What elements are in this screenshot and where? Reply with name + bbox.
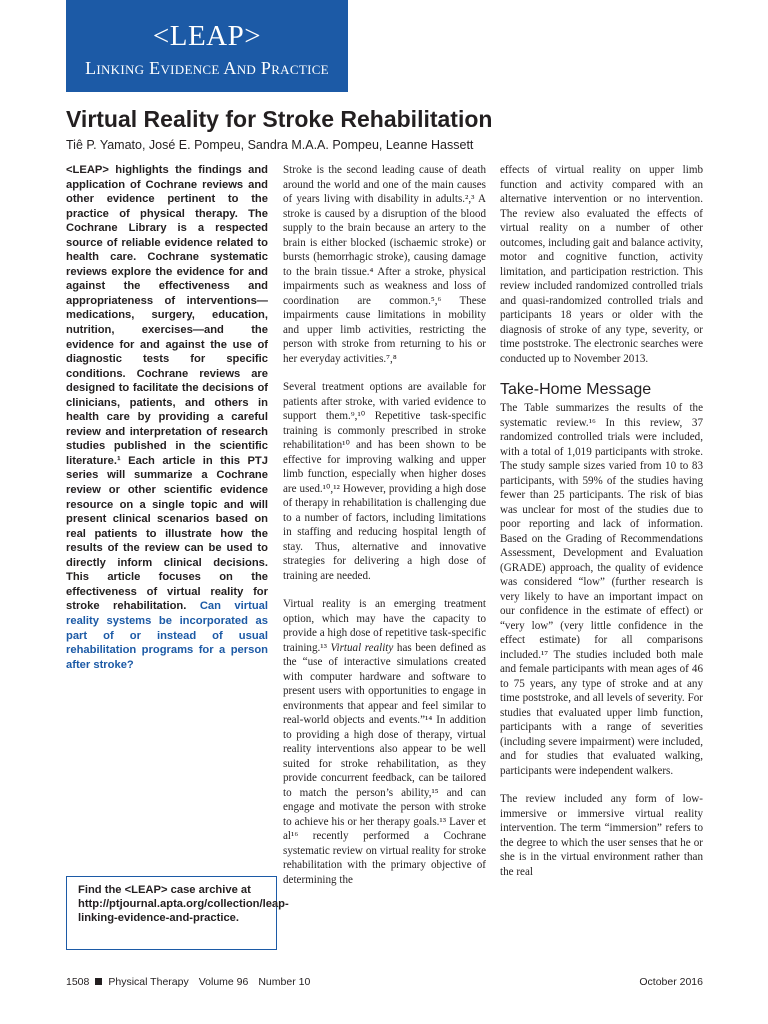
- body-paragraph-6: The review included any form of low-immersive or immersive virtual reality intervention. The term “immersion” refers to the degree to which the user senses that he or she is in the virtual environment rather than the real: [500, 793, 703, 878]
- journal-number: Number 10: [258, 976, 311, 988]
- intro-text: <LEAP> highlights the findings and application of Cochrane reviews and other evidence pertinent to the practice of physical therapy. The Cochrane Library is a respected source of reliable evidence related to health care. Cochrane systematic reviews explore the evidence for and against the effectiveness and appropriateness of interventions—medications, surgery, education, nutrition, exercises—and the evidence for and against the use of diagnostic tests for specific conditions. Cochrane reviews are designed to facilitate the decisions of clinicians, patients, and others in health care by providing a careful review and interpretation of research studies published in the scientific literature.¹ Each article in this PTJ series will summarize a Cochrane review or other scientific evidence resource on a single topic and will present clinical scenarios based on real patients to illustrate how the results of the review can be used to directly inform clinical decisions. This article focuses on the effectiveness of virtual reality for stroke rehabilitation.: [66, 164, 268, 613]
- footer-left: [66, 975, 310, 989]
- intro-column: [66, 163, 268, 672]
- body-paragraph-5: The Table summarizes the results of the systematic review.¹⁶ In this review, 37 randomized controlled trials were included, with a total of 1,019 participants with stroke. The study sample sizes varied from 10 to 83 participants, with 59% of the studies having fewer than 25 participants. The risk of bias was unclear for most of the studies due to poor reporting and lack of information. Based on the Grading of Recommendations Assessment, Development and Evaluation (GRADE) approach, the quality of evidence was considered “low” (further research is very likely to have an important impact on our confidence in the estimate of effect) or “very low” (very little confidence in the effect estimate) for all comparisons included.¹⁷ The studies included both male and female participants with mean ages of 46 to 75 years, any type of stroke and at any time poststroke, and all levels of severity. For studies that evaluated upper limb function, participants with a range of severities (including severe impairment) were included, and for studies that evaluated walking, participants were independent walkers.: [500, 402, 703, 777]
- take-home-heading: Take-Home Message: [500, 381, 652, 398]
- article-title: Virtual Reality for Stroke Rehabilitation: [66, 106, 493, 132]
- issue-date: October 2016: [639, 976, 703, 988]
- body-column-middle: [283, 163, 486, 901]
- article-authors: Tiê P. Yamato, José E. Pompeu, Sandra M.A.A. Pompeu, Leanne Hassett: [66, 138, 474, 152]
- body-paragraph-1: Stroke is the second leading cause of death around the world and one of the main causes of years living with disability in adults.²,³ A stroke is caused by a disruption of the blood supply to the brain because an artery to the brain is either blocked (ischaemic stroke) or bursts (hemorrhagic stroke), causing damage to the brain tissue.⁴ After a stroke, physical impairments such as weakness and loss of coordination are common.⁵,⁶ These impairments cause limitations in mobility and upper limb activities, restricting the person with stroke from returning to his or her everyday activities.⁷,⁸: [283, 164, 486, 365]
- leap-tagline: Linking Evidence And Practice: [85, 58, 329, 78]
- case-archive-box[interactable]: [66, 876, 289, 950]
- body-paragraph-4: effects of virtual reality on upper limb function and activity compared with an alternative intervention or no intervention. The review also evaluated the effects of virtual reality on a number of other outcomes, including gait and balance activity, motor and cognitive function, activity limitation, and participation restriction. This review included randomized controlled trials and quasi-randomized controlled trials and participants 18 years or older with the diagnosis of stroke of any type, severity, or time poststroke. The electronic searches were conducted up to November 2013.: [500, 164, 703, 365]
- clinical-question: Can virtual reality systems be incorporated as part of or instead of usual rehabilitation programs for a person after stroke?: [66, 600, 268, 671]
- separator-square-icon: [95, 978, 102, 985]
- intro-paragraph: [66, 163, 268, 672]
- body-paragraph-3-end: has been defined as the “use of interactive simulations created with computer hardware and software to present users with opportunities to engage in environments that appear and feel similar to real-world objects and events.”¹⁴ In addition to providing a high dose of therapy, virtual reality interventions also appear to be well suited for stroke rehabilitation, as they provide concurrent feedback, can be tailored to match the person’s ability,¹⁵ and can engage and motivate the person with stroke to achieve his or her therapy goals.¹³ Laver et al¹⁶ recently performed a Cochrane systematic review on virtual reality for stroke rehabilitation with the primary objective of determining the: [283, 641, 486, 886]
- case-archive-text: Find the <LEAP> case archive at http://ptjournal.apta.org/collection/leap-linking-evidence-and-practice.: [78, 884, 289, 924]
- virtual-reality-term: Virtual reality: [330, 641, 394, 654]
- body-paragraph-2: Several treatment options are available for patients after stroke, with varied evidence to support them.⁹,¹⁰ Repetitive task-specific training is commonly prescribed in stroke rehabilitation¹⁰ and has been shown to be effective for improving walking and upper limb function, especially when higher doses are used.¹⁰,¹² However, providing a high dose of therapy in rehabilitation is challenging due to a number of factors, including limitations in staffing and reducing hospital length of stay. Thus, alternative and innovative strategies for delivering a high dose of training are needed.: [283, 381, 486, 582]
- leap-logo: <LEAP>: [152, 20, 262, 52]
- journal-volume: Volume 96: [198, 976, 249, 988]
- body-paragraph-3: [283, 597, 486, 887]
- body-paragraph-3-start: Virtual reality is an emerging treatment option, which may have the capacity to provide a high dose of repetitive task-specific training.¹³: [283, 598, 486, 654]
- body-column-right: [500, 163, 703, 893]
- page-number: 1508: [66, 976, 90, 988]
- journal-name: Physical Therapy: [108, 976, 189, 988]
- leap-banner: [66, 0, 348, 92]
